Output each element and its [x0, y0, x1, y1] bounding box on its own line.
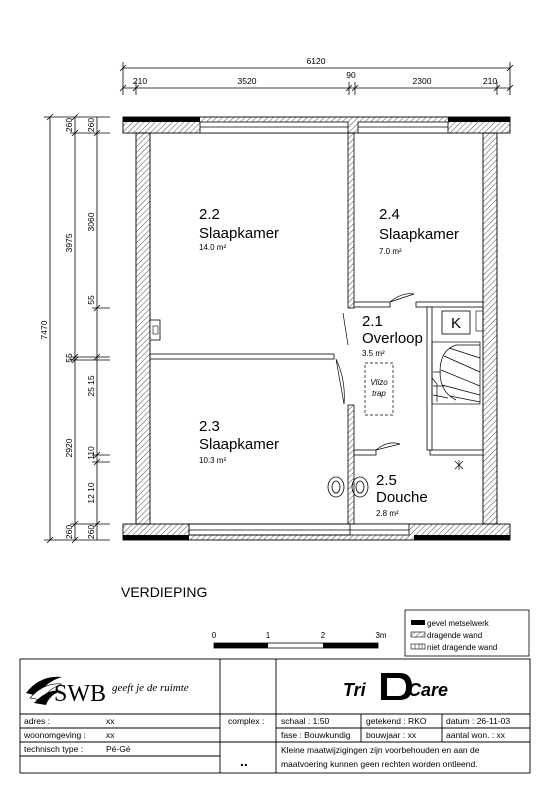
top-dimension-line: [120, 62, 513, 95]
staircase: [432, 342, 480, 404]
scale-tick-0: 0: [211, 631, 217, 640]
room-2-1-area: 3.5 m²: [362, 349, 385, 358]
legend-swatch-bearing: [411, 632, 425, 637]
room-2-4-number: 2.4: [379, 206, 400, 223]
tb-disclaimer-2: maatvoering kunnen geen rechten worden ontleend.: [281, 759, 478, 769]
legend-swatch-nonbearing: [411, 644, 425, 649]
windows: [189, 122, 448, 535]
dim-left-col2-2: 55: [86, 295, 96, 305]
tb-aantal: aantal won. : xx: [446, 730, 506, 740]
legend-label-nonbearing: niet dragende wand: [427, 643, 498, 652]
tb-technisch-label: technisch type :: [24, 744, 84, 754]
cupboard-label: K: [450, 315, 462, 332]
tb-adres-label: adres :: [24, 716, 50, 726]
room-2-1-name: Overloop: [362, 330, 423, 347]
swb-logo-text: SWB: [54, 681, 107, 707]
legend-swatch-masonry: [411, 620, 425, 625]
room-2-3-name: Slaapkamer: [199, 436, 280, 453]
tb-adres-value: xx: [106, 716, 115, 726]
dim-left-total: 7470: [39, 320, 49, 340]
vlizotrap-label-1: Vlizo: [370, 378, 388, 387]
dim-left-col1-2: 3975: [64, 233, 74, 253]
left-dimension-lines: [44, 114, 110, 543]
tb-technisch-value: Pé-Gé: [106, 744, 131, 754]
dim-top-total: 6120: [306, 56, 326, 66]
scale-tick-2: 2: [320, 631, 326, 640]
dim-left-col1-4: 2920: [64, 438, 74, 458]
tb-bouwjaar: bouwjaar : xx: [366, 730, 417, 740]
tb-woonomgeving-value: xx: [106, 730, 115, 740]
dim-left-col2-6: 260: [86, 524, 96, 540]
dim-left-col1-5: 260: [64, 524, 74, 540]
dim-left-col1-1: 260: [64, 117, 74, 133]
tricare-logo-right: Care: [408, 680, 449, 700]
dim-left-col2-0: 260: [86, 117, 96, 133]
dim-left-col2-1: 3060: [86, 212, 96, 232]
scale-bar: [214, 643, 378, 648]
tb-fase: fase : Bouwkundig: [281, 730, 351, 740]
shower-drain-icon: [455, 460, 463, 470]
room-2-1-number: 2.1: [362, 313, 383, 330]
tb-disclaimer-1: Kleine maatwijzigingen zijn voorbehouden en aan de: [281, 745, 480, 755]
dim-top-seg-3: 90: [346, 70, 356, 80]
dim-left-col2-5: 12 10: [86, 482, 96, 504]
tb-complex-value: ..: [240, 753, 248, 769]
dim-top-seg-1: 210: [132, 76, 148, 86]
tb-getekend: getekend : RKO: [366, 716, 427, 726]
room-2-3-area: 10.3 m²: [199, 456, 227, 465]
scale-tick-3: 3m: [375, 631, 387, 640]
legend-label-bearing: dragende wand: [427, 631, 483, 640]
room-2-5-name: Douche: [376, 489, 428, 506]
room-2-2-area: 14.0 m²: [199, 243, 227, 252]
dim-left-col2-4: 110: [86, 446, 96, 460]
scale-tick-1: 1: [265, 631, 271, 640]
dim-top-seg-4: 2300: [412, 76, 432, 86]
room-2-2-number: 2.2: [199, 206, 220, 223]
vlizotrap-label-2: trap: [372, 389, 386, 398]
cupboard-detail: [476, 311, 483, 331]
legend-label-masonry: gevel metselwerk: [427, 619, 489, 628]
dim-left-col1-3: 55: [64, 353, 74, 363]
room-2-5-number: 2.5: [376, 472, 397, 489]
dim-top-seg-2: 3520: [237, 76, 257, 86]
swb-tagline: geeft je de ruimte: [112, 682, 189, 694]
tb-woonomgeving-label: woonomgeving :: [24, 730, 86, 740]
room-2-3-number: 2.3: [199, 418, 220, 435]
dim-left-col2-3: 25 15: [86, 375, 96, 397]
room-2-5-area: 2.8 m²: [376, 509, 399, 518]
floor-title: VERDIEPING: [121, 584, 208, 600]
room-2-4-name: Slaapkamer: [379, 226, 460, 243]
dim-top-seg-5: 210: [482, 76, 498, 86]
tricare-logo-left: Tri: [343, 680, 366, 700]
interior-walls: [150, 133, 483, 524]
room-2-2-name: Slaapkamer: [199, 225, 280, 242]
tb-complex-label: complex :: [228, 716, 265, 726]
tb-schaal: schaal : 1:50: [281, 716, 330, 726]
tb-datum: datum : 26-11-03: [446, 716, 511, 726]
room-2-4-area: 7.0 m²: [379, 247, 402, 256]
